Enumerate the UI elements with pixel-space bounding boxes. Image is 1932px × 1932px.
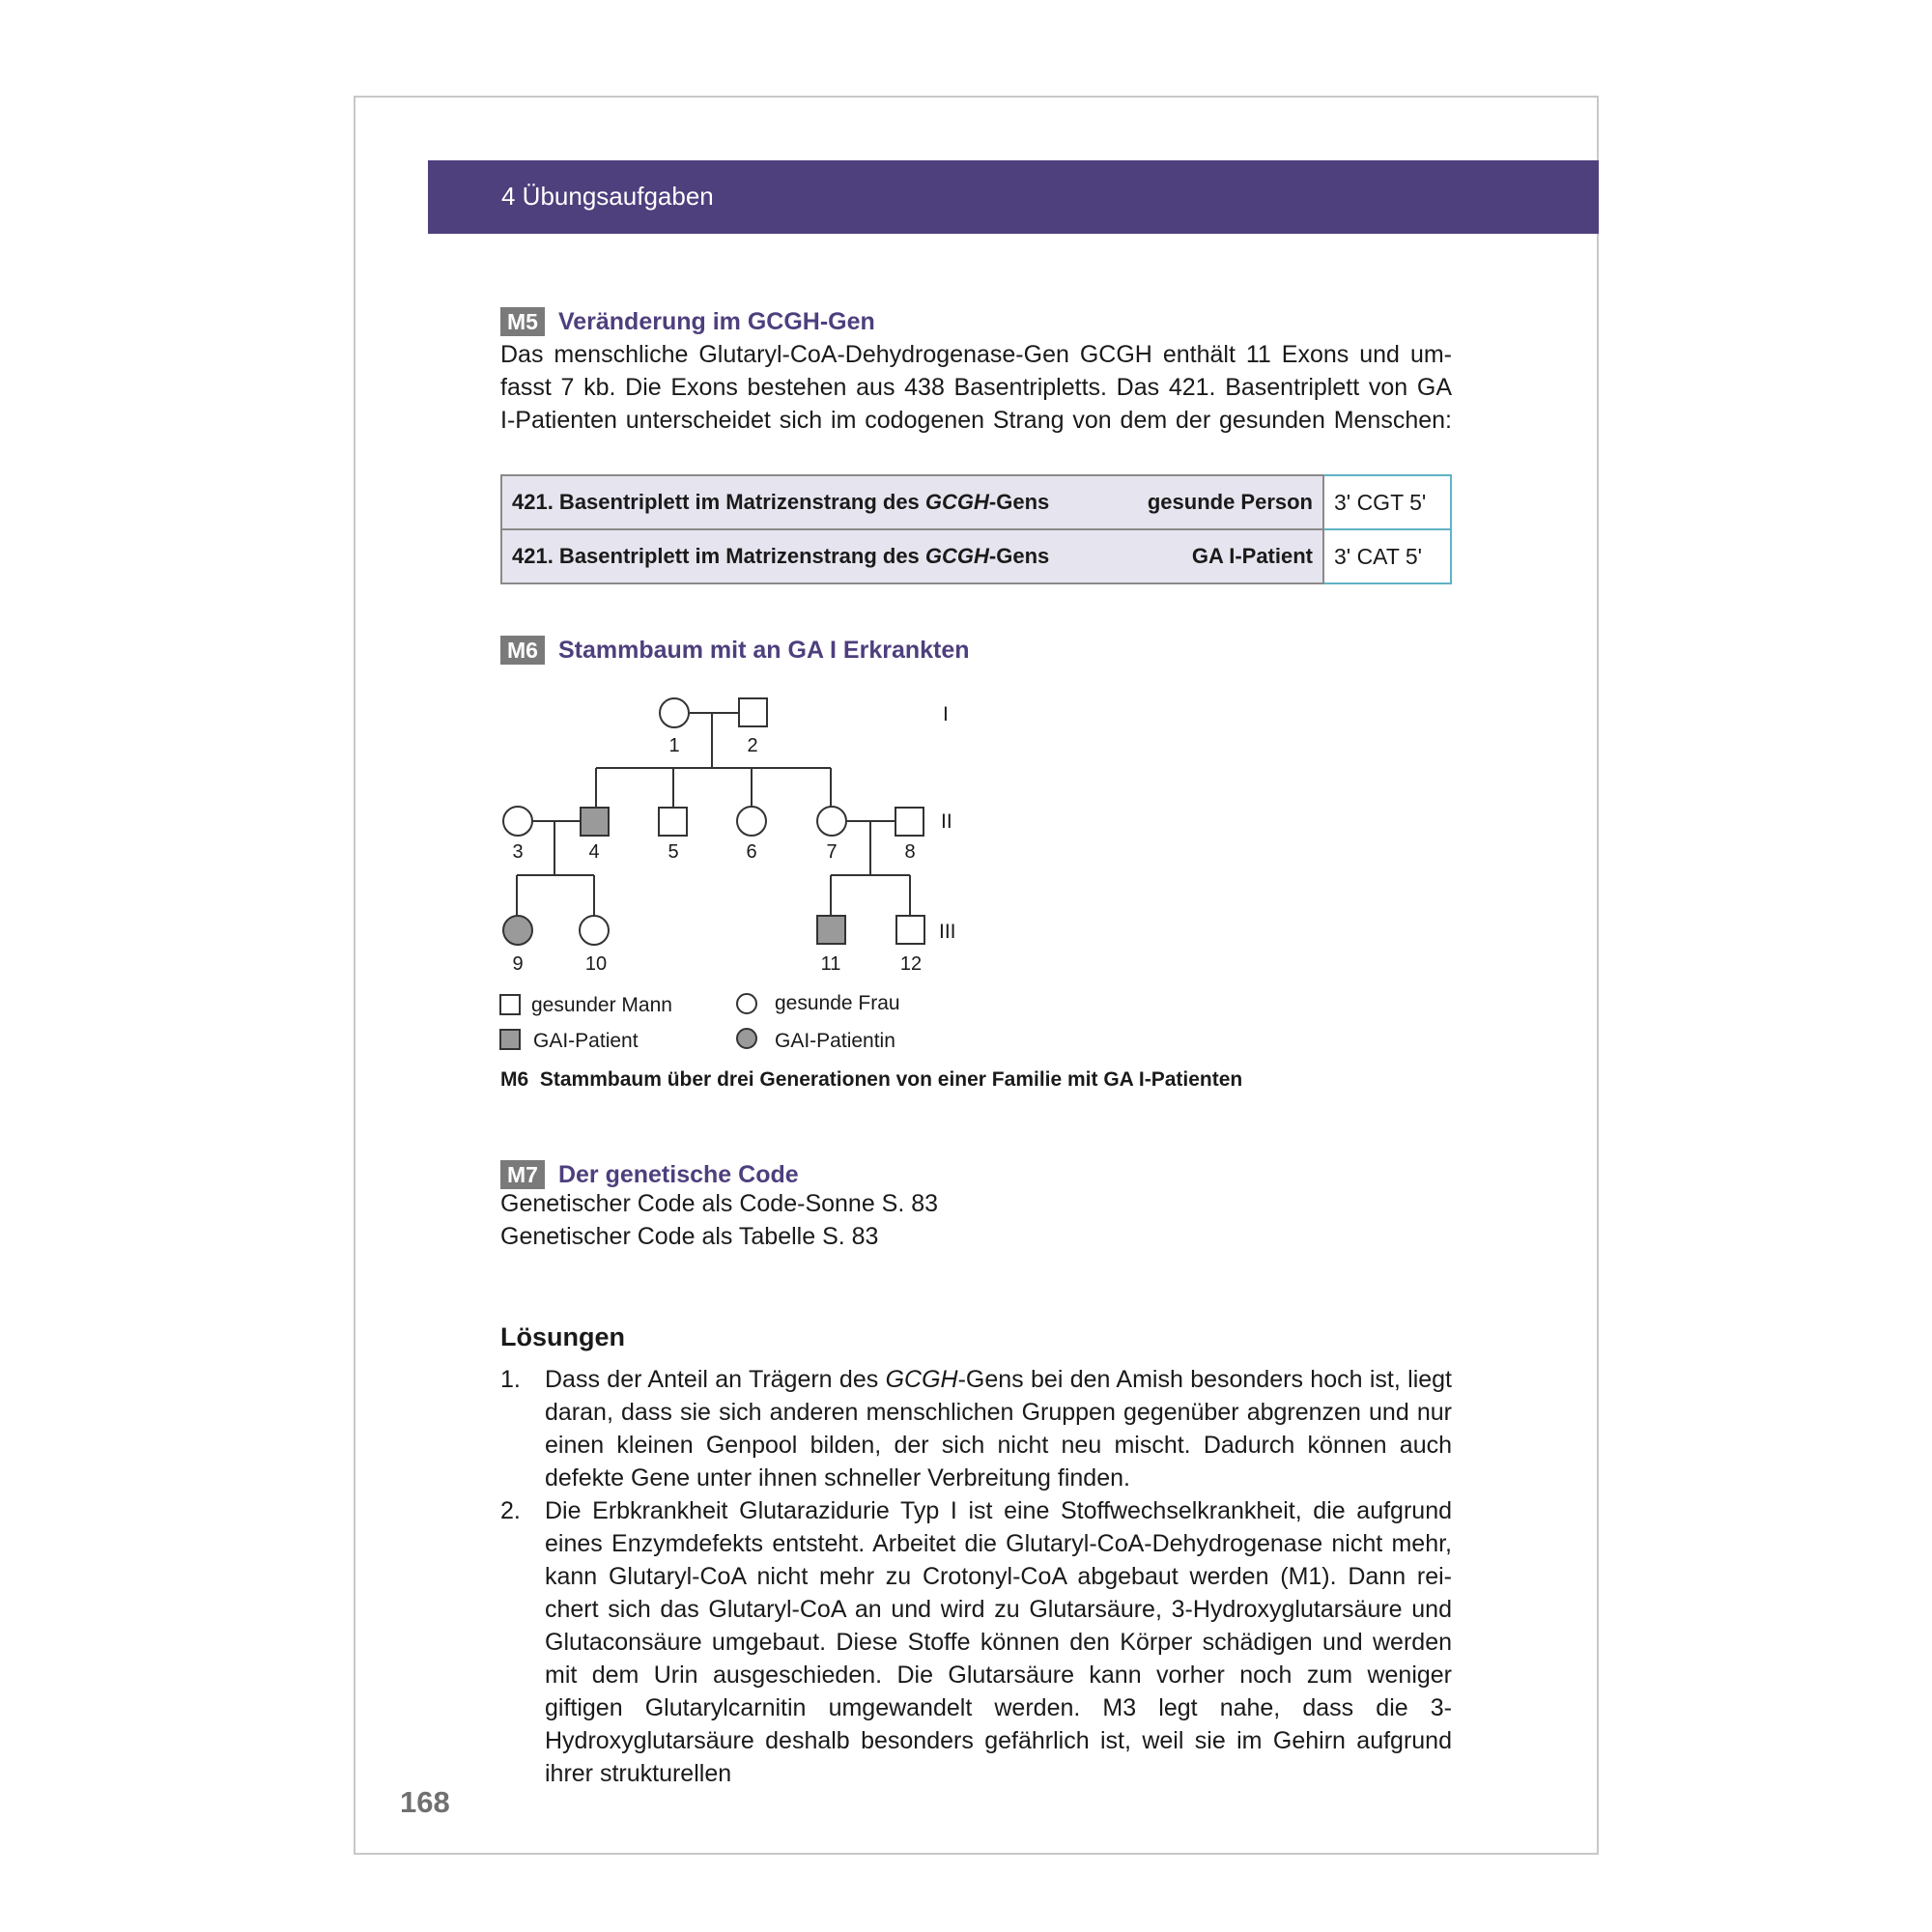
individual-9 — [503, 916, 532, 945]
row-person: GA I-Patient — [1130, 529, 1323, 583]
caption-tag: M6 — [500, 1068, 529, 1091]
individual-3 — [503, 807, 532, 836]
row-triplet: 3' CGT 5' — [1323, 475, 1451, 529]
individual-6 — [737, 807, 766, 836]
legend-labels — [531, 992, 900, 1052]
number-label: 3 — [512, 841, 524, 863]
row-label: 421. Basentriplett im Matrizenstrang des GCGH-Gens — [501, 529, 1130, 583]
m7-line: Genetischer Code als Code-Sonne S. 83 — [500, 1190, 939, 1217]
list-item — [500, 1494, 1452, 1790]
number-label: 1 — [668, 735, 680, 756]
legend-affected-male: GAI-Patient — [533, 1030, 639, 1052]
individual-8 — [895, 808, 923, 836]
number-label: 7 — [826, 841, 838, 863]
chapter-title: 4 Übungsaufgaben — [501, 182, 714, 211]
individual-10 — [580, 916, 609, 945]
item-number: 1. — [500, 1366, 521, 1393]
generation-label: I — [943, 703, 949, 725]
caption-text: Stammbaum über drei Generationen von einer Familie mit GA I-Patienten — [539, 1068, 1243, 1091]
individual-12 — [896, 916, 924, 944]
individual-7 — [817, 807, 846, 836]
m7-title: Der genetische Code — [557, 1160, 799, 1188]
page-number: 168 — [400, 1785, 450, 1819]
m6-tag: M6 — [500, 636, 545, 665]
pedigree-lines — [517, 713, 910, 916]
m5-line: Das menschliche Glutaryl-CoA-Dehydrogenase-Gen GCGH enthält 11 Exons und um- — [500, 341, 1452, 368]
solutions-list — [500, 1363, 1452, 1790]
legend-healthy-female: gesunde Frau — [775, 992, 900, 1014]
legend-affected-female: GAI-Patientin — [775, 1030, 895, 1052]
legend-affected-male-icon — [500, 1030, 520, 1049]
generation-label: III — [939, 921, 956, 943]
row-label: 421. Basentriplett im Matrizenstrang des GCGH-Gens — [501, 475, 1130, 529]
m5-line: I-Patienten unterscheidet sich im codogenen Strang von dem der gesunden Menschen: — [500, 407, 1452, 434]
row-person: gesunde Person — [1130, 475, 1323, 529]
item-number: 2. — [500, 1497, 521, 1524]
pedigree-numbers — [512, 735, 922, 975]
solutions-heading: Lösungen — [500, 1322, 625, 1351]
individual-1 — [660, 698, 689, 727]
number-label: 9 — [512, 953, 524, 975]
legend-healthy-female-icon — [737, 994, 756, 1013]
number-label: 11 — [820, 953, 841, 975]
m5-tag: M5 — [500, 307, 545, 336]
individual-2 — [739, 698, 767, 726]
number-label: 4 — [588, 841, 600, 863]
individual-4 — [581, 808, 609, 836]
m6-title: Stammbaum mit an GA I Erkrankten — [557, 636, 970, 664]
m6-caption — [500, 1068, 1242, 1092]
number-label: 6 — [746, 841, 757, 863]
number-label: 5 — [668, 841, 679, 863]
legend-affected-female-icon — [737, 1029, 756, 1048]
legend-healthy-male-icon — [500, 995, 520, 1014]
number-label: 12 — [899, 953, 923, 975]
number-label: 2 — [747, 735, 758, 756]
row-triplet: 3' CAT 5' — [1323, 529, 1451, 583]
number-label: 8 — [904, 841, 916, 863]
m7-heading — [500, 1160, 799, 1189]
m7-line: Genetischer Code als Tabelle S. 83 — [500, 1223, 879, 1250]
item-text: Die Erbkrankheit Glutarazidurie Typ I ist eine Stoffwechselkrankheit, die aufgrund eines Enzymdefekts entsteht. Arbeitet die Glutaryl-CoA-Dehydrogenase nicht mehr, kann Glutaryl-CoA nicht mehr zu Crotonyl-CoA abgebaut werden (M1). Dann rei-chert sich das Glutaryl-CoA an und wird zu Glutarsäure, 3-Hydroxyglutarsäure und Glutaconsäure umgebaut. Diese Stoffe können den Körper schädigen und werden mit dem Urin ausgeschieden. Die Glutarsäure kann vorher noch zum weniger giftigen Glutarylcarnitin umgewandelt werden. M3 legt nahe, dass die 3-Hydroxyglutarsäure deshalb besonders gefährlich ist, weil sie im Gehirn aufgrund ihrer strukturellen — [545, 1497, 1452, 1787]
m5-title: Veränderung im GCGH-Gen — [557, 307, 875, 335]
m5-line: fasst 7 kb. Die Exons bestehen aus 438 Basentripletts. Das 421. Basentriplett von GA — [500, 374, 1452, 401]
individual-11 — [817, 916, 845, 944]
number-label: 10 — [584, 953, 608, 975]
item-text: Dass der Anteil an Trägern des GCGH-Gens bei den Amish besonders hoch ist, liegt daran, dass sie sich anderen menschlichen Gruppen gegenüber abgrenzen und nur einen kleinen Genpool bilden, der sich nicht neu mischt. Dadurch können auch defekte Gene unter ihnen schneller Verbreitung finden. — [545, 1366, 1452, 1492]
m7-tag: M7 — [500, 1160, 545, 1189]
generation-labels — [939, 703, 956, 943]
generation-label: II — [941, 810, 952, 833]
list-item — [500, 1363, 1452, 1494]
legend-healthy-male: gesunder Mann — [531, 994, 672, 1016]
individual-5 — [659, 808, 687, 836]
